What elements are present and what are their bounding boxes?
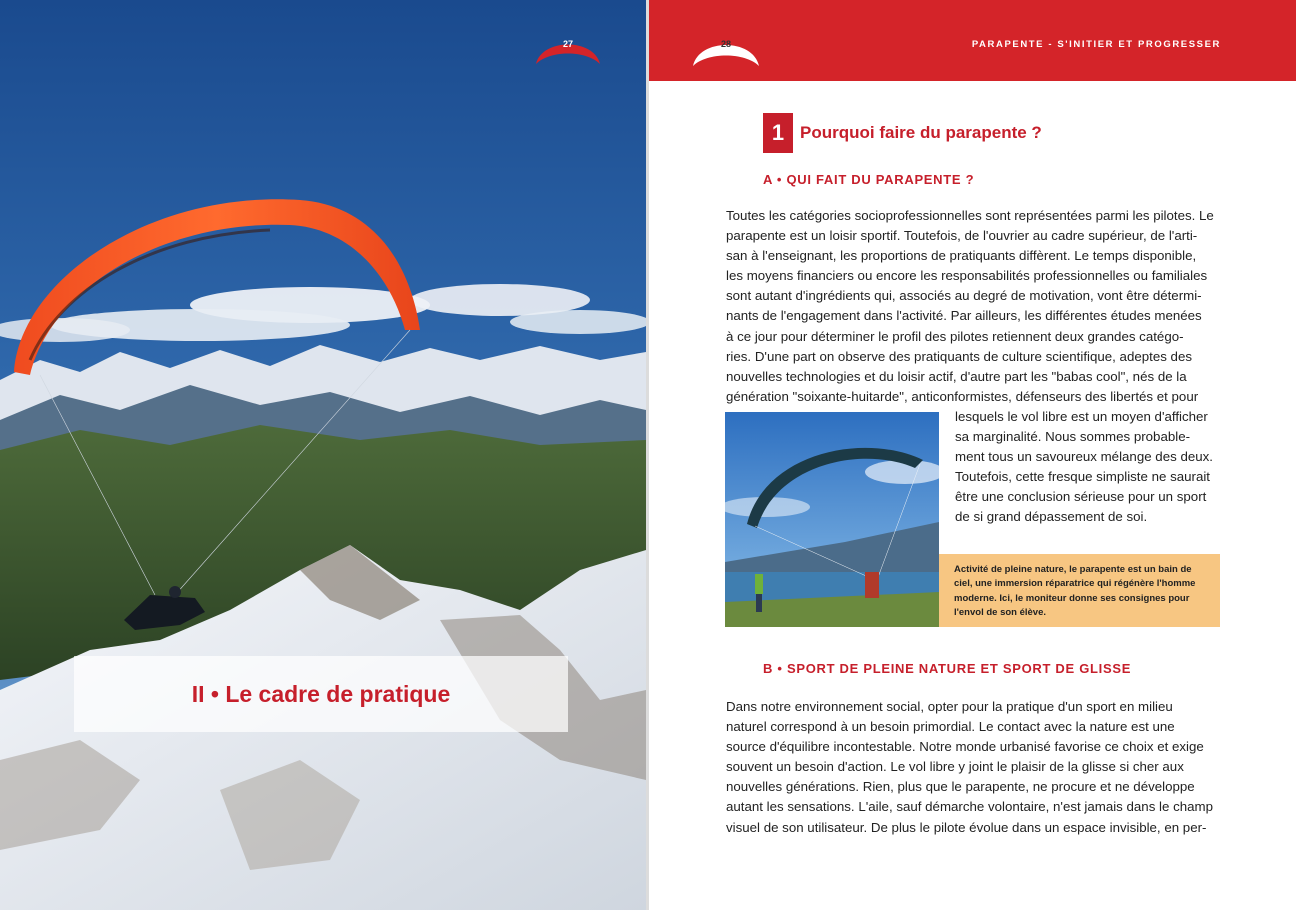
text-line: naturel correspond à un besoin primordial. Le contact avec la nature est une [726, 719, 1175, 735]
section-heading: Pourquoi faire du parapente ? [800, 123, 1042, 142]
page-number-right: 28 [720, 39, 731, 49]
takeoff-image [725, 412, 939, 627]
subsection-b-paragraph [726, 697, 1221, 838]
text-line: ries. D'une part on observe des pratiquants de culture scientifique, adeptes des [726, 348, 1192, 364]
text-line: nants de l'engagement dans l'activité. Par ailleurs, les différentes études menées [726, 308, 1202, 324]
section-number: 1 [763, 113, 793, 153]
part-title: II • Le cadre de pratique [191, 680, 451, 707]
part-title-box [74, 656, 568, 732]
text-line: source d'équilibre incontestable. Notre monde urbanisé favorise ce choix et exige [726, 739, 1204, 755]
text-line: visuel de son utilisateur. De plus le pilote évolue dans un espace invisible, en per- [726, 819, 1207, 835]
text-line: génération "soixante-huitarde", anticonformistes, défenseurs des libertés et pour [726, 388, 1199, 404]
text-line: parapente est un loisir sportif. Toutefois, de l'ouvrier au cadre supérieur, de l'arti- [726, 228, 1198, 244]
paragliding-alps-photo [0, 0, 646, 910]
text-line: Toutes les catégories socioprofessionnelles sont représentées parmi les pilotes. Le [726, 208, 1214, 223]
text-line: de si grand dépassement de soi. [955, 509, 1148, 525]
text-line: être une conclusion sérieuse pour un sport [955, 489, 1207, 505]
running-head: PARAPENTE - S'INITIER ET PROGRESSER [971, 39, 1221, 50]
section-title [763, 113, 1042, 153]
text-line: ment tous un savoureux mélange des deux. [955, 449, 1213, 465]
text-line: lesquels le vol libre est un moyen d'afficher [955, 409, 1208, 424]
text-line: à ce jour pour déterminer le profil des pilotes retiennent deux grandes catégo- [726, 328, 1184, 344]
text-line: Dans notre environnement social, opter pour la pratique d'un sport en milieu [726, 699, 1173, 714]
left-page [0, 0, 646, 910]
photo-caption: Activité de pleine nature, le parapente est un bain de ciel, une immersion réparatrice qui régénère l'homme moderne. Ici, le moniteur donne ses consignes pour l'envol de son élève. [939, 554, 1220, 627]
page-number-badge-right [693, 36, 759, 68]
subsection-b-heading: B • SPORT DE PLEINE NATURE ET SPORT DE GLISSE [763, 661, 1132, 676]
subsection-a-heading: A • QUI FAIT DU PARAPENTE ? [763, 172, 975, 187]
subsection-a-paragraph [726, 206, 1221, 407]
text-line: autant les sensations. L'aile, sauf démarche volontaire, n'est jamais dans le champ [726, 799, 1213, 815]
text-line: Toutefois, cette fresque simpliste ne saurait [955, 469, 1210, 485]
text-line: nouvelles technologies et du loisir actif, d'autre part les "babas cool", nés de la [726, 368, 1187, 384]
right-page [649, 0, 1296, 910]
paraglider-takeoff-photo [725, 412, 939, 627]
text-line: souvent un besoin d'action. Le vol libre y joint le plaisir de la glisse si cher aux [726, 759, 1184, 775]
page-number-badge-left [536, 36, 600, 66]
page-number-left: 27 [562, 39, 573, 49]
text-line: les moyens financiers ou encore les responsabilités professionnelles ou familiales [726, 268, 1208, 284]
text-line: sa marginalité. Nous sommes probable- [955, 429, 1191, 445]
text-line: san à l'enseignant, les proportions de pratiquants diffèrent. Le temps disponible, [726, 248, 1197, 264]
subsection-a-paragraph-wrapped [955, 407, 1221, 528]
text-line: sont autant d'ingrédients qui, associés au degré de motivation, vont être détermi- [726, 288, 1202, 304]
header-band [649, 0, 1296, 81]
text-line: nouvelles générations. Rien, plus que le parapente, ne procure et ne développe [726, 779, 1195, 795]
